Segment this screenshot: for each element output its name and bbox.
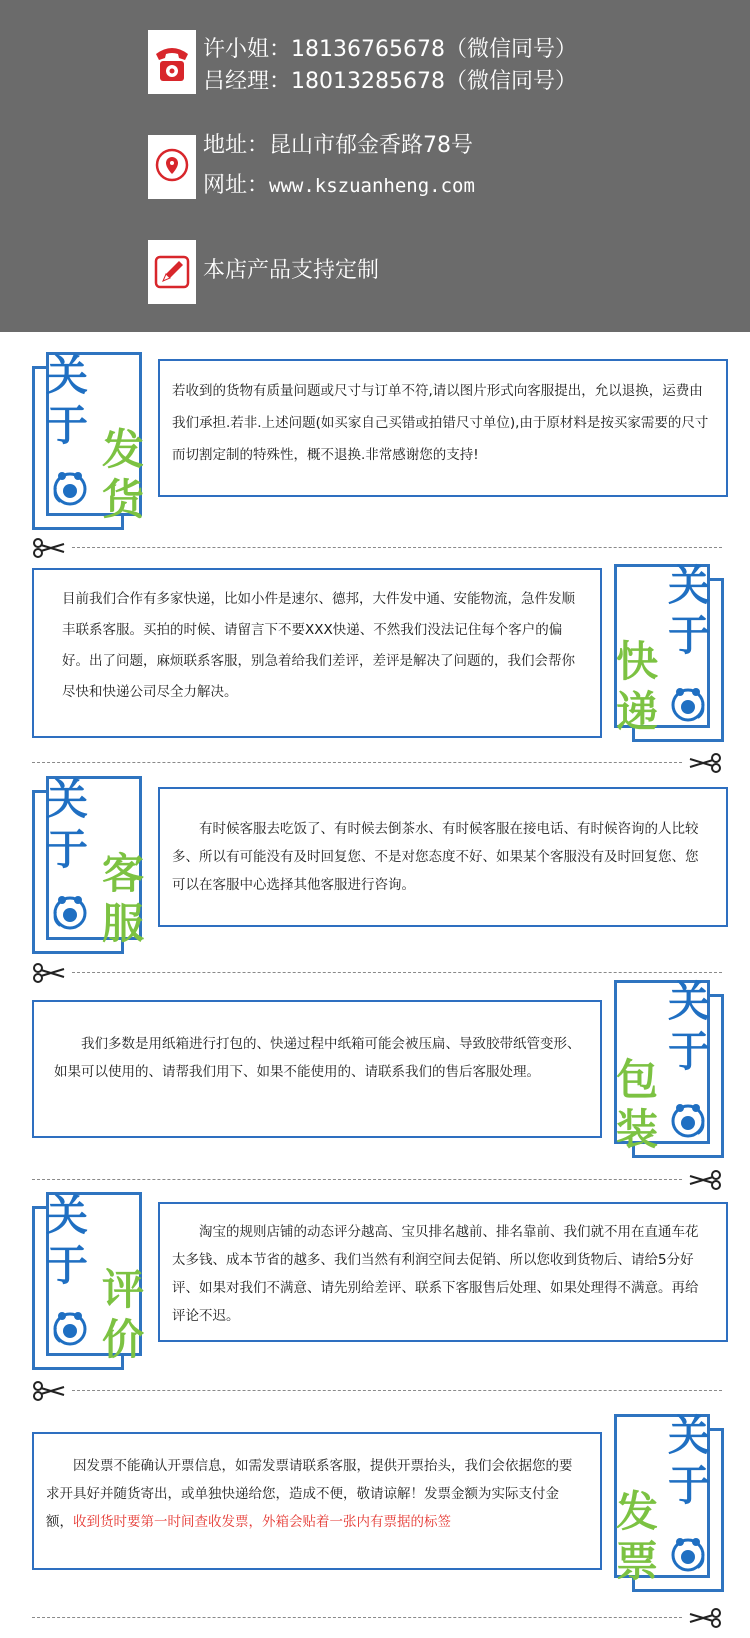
badge-invoice [614,1410,724,1596]
cut-line [32,1381,722,1401]
custom-note: 本店产品支持定制 [203,258,380,283]
contact-panel [0,0,750,332]
phone-icon [148,30,196,94]
badge-about-char: 于 [45,1241,88,1290]
phone-line-1: 许小姐：18136765678（微信同号） [203,37,577,62]
badge-topic-char: 服 [101,899,144,948]
mascot-icon [50,468,90,508]
badge-topic-char: 货 [101,475,144,524]
badge-express [614,560,724,746]
badge-service [32,772,142,958]
section-text: 目前我们合作有多家快递，比如小件是速尔、德邦，大件发中通、安能物流，急件发顺丰联系客服。买拍的时候、请留言下不要XXX快递、不然我们没法记住每个客户的偏好。出了问题，麻烦联系客服，别急着给我们差评，差评是解决了问题的，我们会帮你尽快和快递公司尽全力解决。 [62,591,575,700]
section-text: 有时候客服去吃饭了、有时候去倒茶水、有时候客服在接电话、有时候咨询的人比较多、所以有可能没有及时回复您、不是对您态度不好、如果某个客服没有及时回复您、您可以在客服中心选择其他客服进行咨询。 [172,821,699,893]
mascot-icon [668,684,708,724]
website-link[interactable]: www.kszuanheng.com [269,175,475,197]
section-text: 若收到的货物有质量问题或尺寸与订单不符,请以图片形式向客服提出，允以退换，运费由我们承担.若非.上述问题(如买家自己买错或拍错尺寸单位),由于原材料是按买家需要的尺寸而切割定制的特殊性，概不退换.非常感谢您的支持! [172,383,709,463]
scissors-icon [688,753,722,773]
mascot-icon [50,892,90,932]
badge-about-char: 于 [667,1027,710,1076]
badge-about-char: 于 [667,611,710,660]
badge-topic-char: 装 [615,1105,658,1154]
cut-line [32,1170,722,1190]
location-pin-icon [148,135,196,199]
badge-topic-char: 价 [101,1315,144,1364]
badge-topic-char: 发 [615,1487,658,1536]
info-box-invoice [32,1432,602,1570]
mascot-icon [668,1534,708,1574]
address-text: 地址：昆山市郁金香路78号 [203,133,473,158]
phone-line-2: 吕经理：18013285678（微信同号） [203,69,577,94]
badge-topic-char: 快 [615,637,658,686]
website-line [203,171,475,201]
badge-review [32,1188,142,1374]
pencil-icon [148,240,196,304]
scissors-icon [32,1381,66,1401]
invoice-text: 因发票不能确认开票信息，如需发票请联系客服，提供开票抬头，我们会依据您的要求开具好并随货寄出，或单独快递给您，造成不便，敬请谅解！发票金额为实际支付金额， [46,1458,573,1530]
badge-topic-char: 发 [101,425,144,474]
badge-topic-char: 递 [615,687,658,736]
scissors-icon [688,1170,722,1190]
badge-topic-char: 包 [615,1055,658,1104]
section-text [46,1448,584,1536]
badge-about-char: 关 [45,775,88,824]
info-box-shipping [158,359,728,497]
info-box-service [158,787,728,927]
badge-about-char: 关 [667,561,710,610]
scissors-icon [32,538,66,558]
badge-about-char: 于 [45,825,88,874]
info-box-packaging [32,1000,602,1138]
badge-packaging [614,976,724,1162]
cut-line [32,1608,722,1628]
badge-about-char: 关 [45,351,88,400]
badge-about-char: 关 [45,1191,88,1240]
mascot-icon [50,1308,90,1348]
badge-about-char: 关 [667,1411,710,1460]
cut-line [32,753,722,773]
scissors-icon [688,1608,722,1628]
info-box-express [32,568,602,738]
mascot-icon [668,1100,708,1140]
badge-shipping [32,348,142,534]
section-text: 淘宝的规则店铺的动态评分越高、宝贝排名越前、排名靠前、我们就不用在直通车花太多钱、成本节省的越多、我们当然有利润空间去促销、所以您收到货物后、请给5分好评、如果对我们不满意、请先别给差评、联系下客服售后处理、如果处理得不满意。再给评论不迟。 [172,1224,699,1324]
badge-topic-char: 评 [101,1265,144,1314]
badge-about-char: 关 [667,977,710,1026]
badge-about-char: 于 [667,1461,710,1510]
badge-topic-char: 票 [615,1537,658,1586]
section-text: 我们多数是用纸箱进行打包的、快递过程中纸箱可能会被压扁、导致胶带纸管变形、如果可以使用的、请帮我们用下、如果不能使用的、请联系我们的售后客服处理。 [54,1036,581,1080]
invoice-warning-text: 收到货时要第一时间查收发票，外箱会贴着一张内有票据的标签 [73,1514,451,1530]
website-label: 网址： [203,173,270,198]
badge-topic-char: 客 [101,849,144,898]
badge-about-char: 于 [45,401,88,450]
info-box-review [158,1202,728,1342]
cut-line [32,538,722,558]
scissors-icon [32,963,66,983]
